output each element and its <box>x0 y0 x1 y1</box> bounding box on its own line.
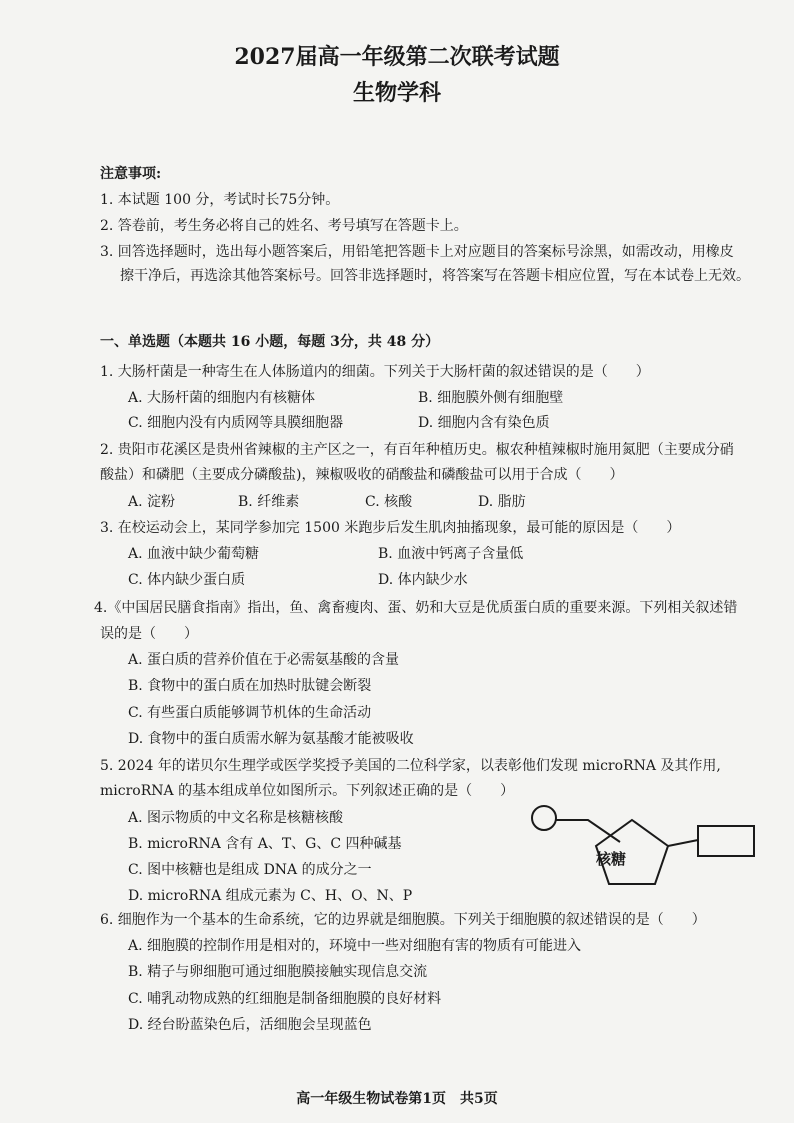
question-stem: 4.《中国居民膳食指南》指出，鱼、禽畜瘦肉、蛋、奶和大豆是优质蛋白质的重要来源。下列相关叙述错 <box>94 600 738 616</box>
notice-item: 1. 本试题 100 分，考试时长75分钟。 <box>100 192 340 208</box>
option-d: D. 体内缺少水 <box>378 572 468 588</box>
option-b: B. 血液中钙离子含量低 <box>378 546 524 562</box>
option-c: C. 细胞内没有内质网等具膜细胞器 <box>128 415 344 431</box>
base-rectangle <box>698 826 754 856</box>
exam-title: 2027届高一年级第二次联考试题 <box>234 44 560 70</box>
option-a: A. 血液中缺少葡萄糖 <box>128 546 260 562</box>
option-d: D. 细胞内含有染色质 <box>418 415 550 431</box>
question-stem: 1. 大肠杆菌是一种寄生在人体肠道内的细菌。下列关于大肠杆菌的叙述错误的是（ ） <box>100 364 650 380</box>
question-stem-continued: 误的是（ ） <box>100 626 198 642</box>
question-stem: 2. 贵阳市花溪区是贵州省辣椒的主产区之一，有百年种植历史。椒农种植辣椒时施用氮肥（主要成分硝 <box>100 442 734 458</box>
sugar-base-bond <box>668 840 698 846</box>
notice-item: 3. 回答选择题时，选出每小题答案后，用铅笔把答题卡上对应题目的答案标号涂黑，如需改动，用橡皮 <box>100 244 734 260</box>
question-stem: 3. 在校运动会上，某同学参加完 1500 米跑步后发生肌肉抽搐现象，最可能的原因是（ ） <box>100 520 681 536</box>
question-stem-continued: microRNA 的基本组成单位如图所示。下列叙述正确的是（ ） <box>100 783 515 799</box>
section-title: 一、单选题（本题共 16 小题，每题 3分，共 48 分） <box>100 334 440 350</box>
option-a: A. 大肠杆菌的细胞内有核糖体 <box>128 390 316 406</box>
question-stem-continued: 酸盐）和磷肥（主要成分磷酸盐)，辣椒吸收的硝酸盐和磷酸盐可以用于合成（ ） <box>100 467 624 483</box>
notice-item-continued: 擦干净后，再选涂其他答案标号。回答非选择题时，将答案写在答题卡相应位置，写在本试卷上无效。 <box>120 268 750 284</box>
option-d: D. 经台盼蓝染色后，活细胞会呈现蓝色 <box>128 1017 372 1033</box>
notice-heading: 注意事项: <box>100 166 162 182</box>
notice-item: 2. 答卷前，考生务必将自己的姓名、考号填写在答题卡上。 <box>100 218 468 234</box>
option-b: B. microRNA 含有 A、T、G、C 四种碱基 <box>128 836 402 852</box>
option-c: C. 核酸 <box>365 494 413 510</box>
page-footer: 高一年级生物试卷第1页 共5页 <box>296 1091 498 1107</box>
option-a: A. 淀粉 <box>128 494 176 510</box>
nucleotide-diagram <box>528 804 768 890</box>
ribose-label: 核糖 <box>596 850 627 868</box>
option-c: C. 哺乳动物成熟的红细胞是制备细胞膜的良好材料 <box>128 991 442 1007</box>
option-b: B. 细胞膜外侧有细胞壁 <box>418 390 564 406</box>
option-b: B. 食物中的蛋白质在加热时肽键会断裂 <box>128 678 372 694</box>
option-a: A. 蛋白质的营养价值在于必需氨基酸的含量 <box>128 652 400 668</box>
option-d: D. 食物中的蛋白质需水解为氨基酸才能被吸收 <box>128 731 414 747</box>
phosphate-sugar-bond <box>556 820 620 842</box>
option-c: C. 图中核糖也是组成 DNA 的成分之一 <box>128 862 372 878</box>
option-c: C. 有些蛋白质能够调节机体的生命活动 <box>128 705 372 721</box>
option-b: B. 纤维素 <box>238 494 300 510</box>
option-a: A. 细胞膜的控制作用是相对的，环境中一些对细胞有害的物质有可能进入 <box>128 938 582 954</box>
option-c: C. 体内缺少蛋白质 <box>128 572 246 588</box>
phosphate-circle <box>532 806 556 830</box>
option-d: D. microRNA 组成元素为 C、H、O、N、P <box>128 888 413 904</box>
option-d: D. 脂肪 <box>478 494 526 510</box>
exam-subject: 生物学科 <box>352 80 441 106</box>
option-a: A. 图示物质的中文名称是核糖核酸 <box>128 810 344 826</box>
question-stem: 6. 细胞作为一个基本的生命系统，它的边界就是细胞膜。下列关于细胞膜的叙述错误的是（ ） <box>100 912 706 928</box>
option-b: B. 精子与卵细胞可通过细胞膜接触实现信息交流 <box>128 964 428 980</box>
question-stem: 5. 2024 年的诺贝尔生理学或医学奖授予美国的二位科学家，以表彰他们发现 microRNA 及其作用, <box>100 758 721 774</box>
